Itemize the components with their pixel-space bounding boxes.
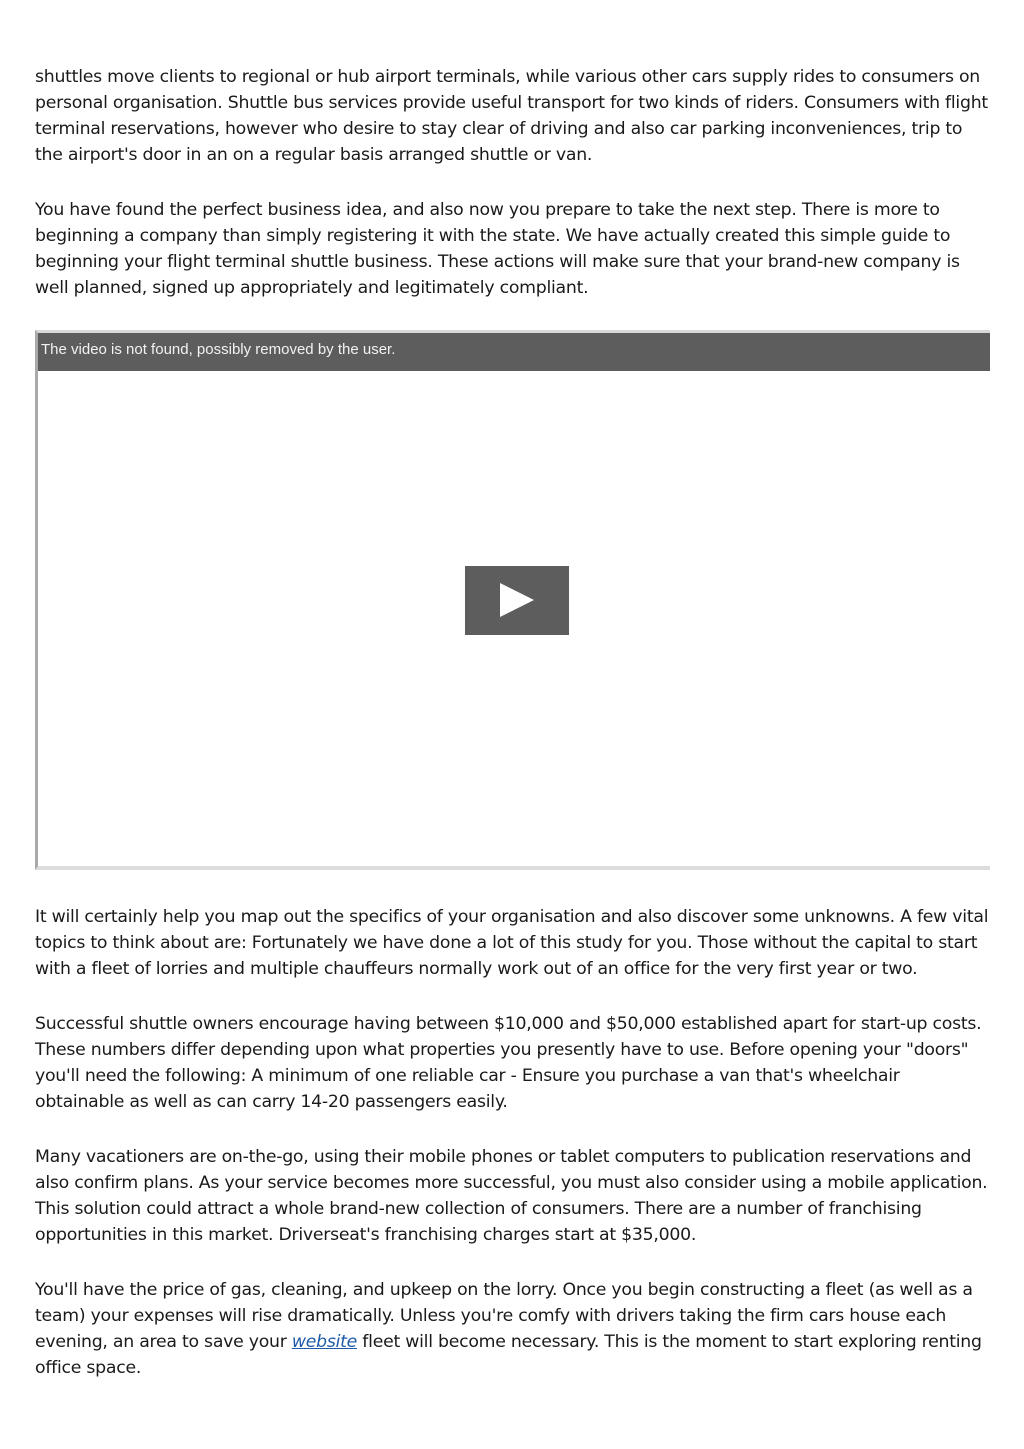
- article-body: [35, 64, 991, 1381]
- paragraph: It will certainly help you map out the specifics of your organisation and also discover some unknowns. A few vital topics to think about are: Fortunately we have done a lot of this study for you. Those without the capital to start with a fleet of lorries and multiple chauffeurs normally work out of an office for the very first year or two.: [35, 907, 989, 979]
- video-error-bar: [38, 333, 990, 371]
- paragraph: Many vacationers are on-the-go, using their mobile phones or tablet computers to publication reservations and also confirm plans. As your service becomes more successful, you must also consider using a mobile application. This solution could attract a whole brand-new collection of consumers. There are a number of franchising opportunities in this market. Driverseat's franchising charges start at $35,000.: [35, 1147, 988, 1245]
- video-error-message: The video is not found, possibly removed by the user.: [41, 341, 396, 358]
- paragraph: [35, 1277, 991, 1381]
- play-button[interactable]: [465, 566, 569, 635]
- paragraph-text: You'll have the price of gas, cleaning, and upkeep on the lorry. Once you begin constructing a fleet (as well as a team) your expenses will rise dramatically. Unless you're comfy with drivers taking the firm cars house each evening, an area to save your: [35, 1280, 973, 1352]
- paragraph: Successful shuttle owners encourage having between $10,000 and $50,000 established apart for start-up costs. These numbers differ depending upon what properties you presently have to use. Before opening your "doors" you'll need the following: A minimum of one reliable car - Ensure you purchase a van that's wheelchair obtainable as well as can carry 14-20 passengers easily.: [35, 1014, 982, 1112]
- paragraph-text: fleet will become necessary. This is the moment to start exploring renting office space.: [35, 1332, 982, 1378]
- play-icon: [500, 583, 534, 617]
- paragraph: shuttles move clients to regional or hub airport terminals, while various other cars supply rides to consumers on personal organisation. Shuttle bus services provide useful transport for two kinds of riders. Consumers with flight terminal reservations, however who desire to stay clear of driving and also car parking inconveniences, trip to the airport's door in an on a regular basis arranged shuttle or van.: [35, 67, 988, 165]
- video-player[interactable]: [35, 330, 990, 870]
- website-link[interactable]: website: [291, 1332, 358, 1352]
- paragraph: You have found the perfect business idea, and also now you prepare to take the next step. There is more to beginning a company than simply registering it with the state. We have actually created this simple guide to beginning your flight terminal shuttle business. These actions will make sure that your brand-new company is well planned, signed up appropriately and legitimately compliant.: [35, 200, 960, 298]
